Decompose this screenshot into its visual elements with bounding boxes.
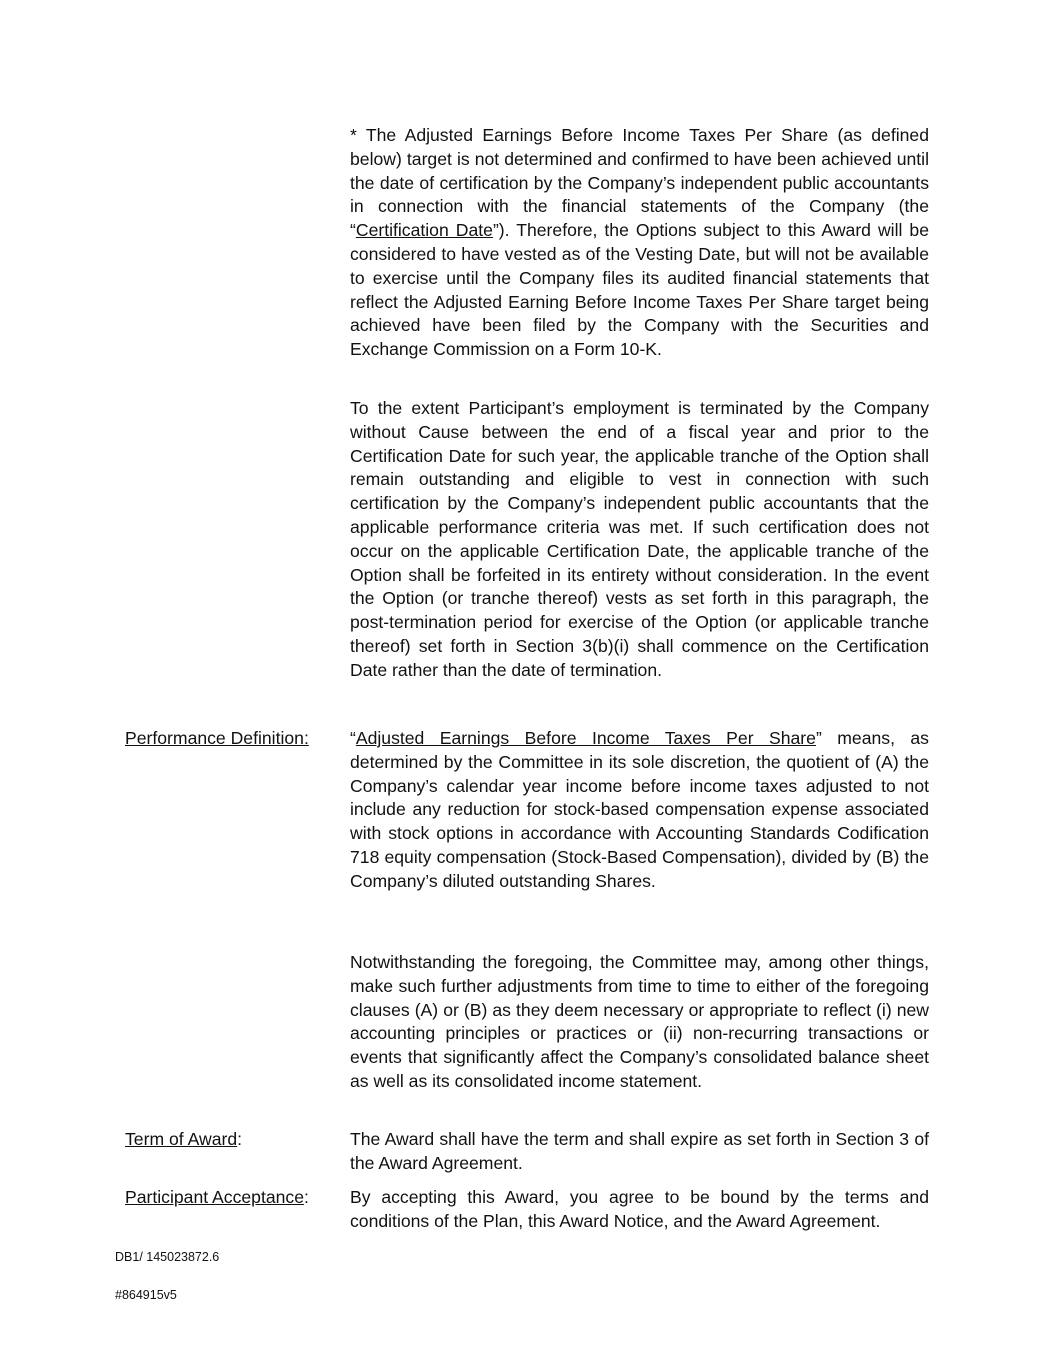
adjustments-paragraph: Notwithstanding the foregoing, the Committee may, among other things, make such further adjustments from time to time to either of the foregoing clauses (A) or (B) as they deem necessary or appropriate to reflect (i) new accounting principles or practices or (ii) non-recurring transactions or events that significantly affect the Company’s consolidated balance sheet as well as its consolidated income statement. xyxy=(350,952,929,1091)
certification-rest-text: ”). Therefore, the Options subject to this Award will be considered to have vested as of the Vesting Date, but will not be available to exercise until the Company files its audited financial statements that reflect the Adjusted Earning Before Income Taxes Per Share target being achieved have been filed by the Company with the Securities and Exchange Commission on a Form 10-K. xyxy=(350,220,929,360)
certification-date-paragraph xyxy=(350,124,929,362)
open-quote: “ xyxy=(350,728,356,748)
performance-definition-paragraph xyxy=(350,727,929,894)
certification-date-term: Certification Date xyxy=(355,220,493,241)
termination-paragraph: To the extent Participant’s employment is terminated by the Company without Cause between the end of a fiscal year and prior to the Certification Date for such year, the applicable tranche of the Option shall remain outstanding and eligible to vest in connection with such certification by the Company’s independent public accountants that the applicable performance criteria was met. If such certification does not occur on the applicable Certification Date, the applicable tranche of the Option shall be forfeited in its entirety without consideration. In the event the Option (or tranche thereof) vests as set forth in this paragraph, the post-termination period for exercise of the Option (or applicable tranche thereof) set forth in Section 3(b)(i) shall commence on the Certification Date rather than the date of termination. xyxy=(350,398,929,680)
performance-definition-label: Performance Definition: xyxy=(125,728,309,748)
defined-term: Adjusted Earnings Before Income Taxes Per Share xyxy=(355,728,816,748)
footer-doc-id: DB1/ 145023872.6 xyxy=(115,1250,220,1264)
participant-acceptance-text: By accepting this Award, you agree to be bound by the terms and conditions of the Plan, this Award Notice, and the Award Agreement. xyxy=(350,1187,929,1231)
footer-version: #864915v5 xyxy=(115,1288,177,1302)
term-of-award-text: The Award shall have the term and shall expire as set forth in Section 3 of the Award Agreement. xyxy=(350,1129,929,1173)
term-of-award-label: Term of Award: xyxy=(125,1129,243,1149)
definition-text: ” means, as determined by the Committee in its sole discretion, the quotient of (A) the Company’s calendar year income before income taxes adjusted to not include any reduction for stock-based compensation expense associated with stock options in accordance with Accounting Standards Codification 718 equity compensation (Stock-Based Compensation), divided by (B) the Company’s diluted outstanding Shares. xyxy=(350,728,929,891)
certification-intro-text: * The Adjusted Earnings Before Income Taxes Per Share (as defined below) target is not determined and confirmed to have been achieved until the date of certification by the Company’s independent public accountants in connection with the financial statements of the Company (the “ xyxy=(350,125,929,241)
participant-acceptance-label: Participant Acceptance: xyxy=(125,1187,309,1207)
